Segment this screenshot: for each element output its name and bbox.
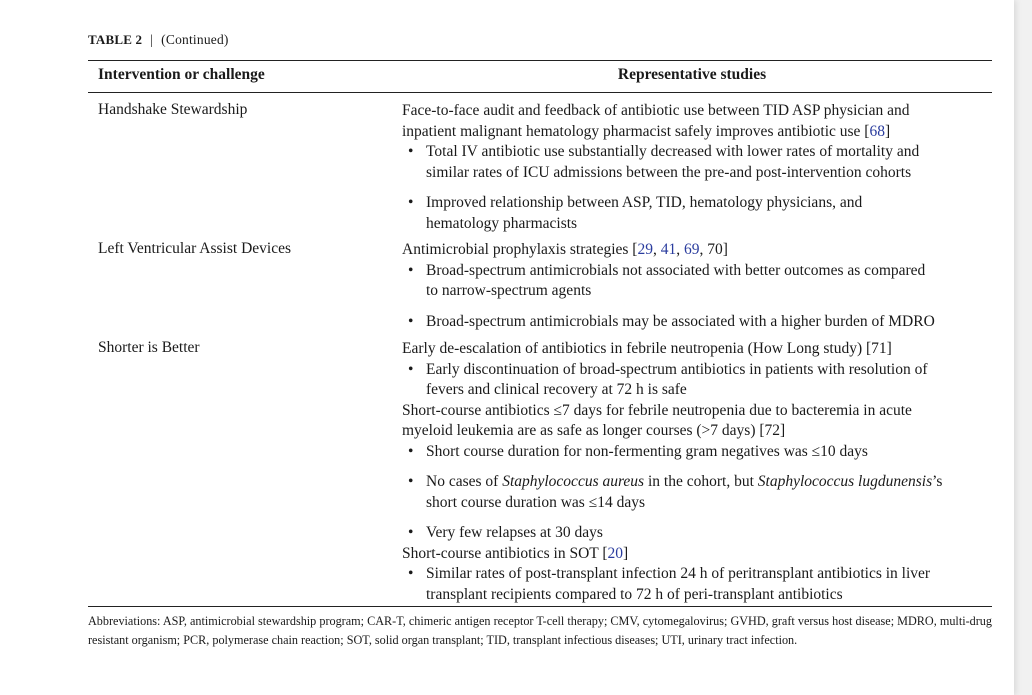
text-span: in the cohort, but (644, 473, 758, 490)
column-header-studies: Representative studies (617, 66, 767, 83)
bullet-marker: • (408, 473, 414, 490)
text-span: ] (623, 544, 629, 562)
bullet-item (402, 442, 992, 463)
table-caption (88, 32, 229, 48)
bullet-text: hematology pharmacists (426, 214, 578, 232)
bullet-marker: • (408, 194, 414, 211)
table-bottom-rule (88, 606, 992, 607)
reference-link[interactable]: 68 (869, 122, 885, 140)
row-label-shorter: Shorter is Better (98, 339, 200, 356)
row-content-handshake (402, 101, 992, 234)
text-span: , (676, 241, 684, 258)
bullet-text: to narrow-spectrum agents (426, 282, 592, 299)
study-text: Short-course antibiotics ≤7 days for febrile neutropenia due to bacteremia in acute (402, 401, 912, 419)
bullet-marker: • (408, 565, 414, 582)
bullet-text: Broad-spectrum antimicrobials not associated with better outcomes as compared (426, 261, 926, 279)
column-header-intervention: Intervention or challenge (98, 66, 265, 83)
reference-link[interactable]: 41 (660, 241, 677, 258)
study-text (402, 240, 992, 261)
bullet-marker: • (408, 261, 414, 279)
text-span: ’s (932, 473, 943, 490)
bullet-marker: • (408, 312, 414, 330)
table-top-rule (88, 60, 992, 61)
bullet-item (402, 261, 992, 302)
text-span: No cases of (426, 473, 503, 490)
text-span: , (652, 241, 661, 258)
bullet-marker: • (408, 143, 414, 160)
caption-separator: | (150, 32, 154, 47)
table-label: TABLE 2 (88, 32, 143, 47)
bullet-item (402, 312, 992, 333)
table-footnote: Abbreviations: ASP, antimicrobial stewardship program; CAR-T, chimeric antigen receptor T-cell therapy; CMV, cytomegalovirus; GVHD, graft versus host disease; MDRO, multi-drug resistant organism; PCR, polymerase chain reaction; SOT, solid organ transplant; TID, transplant infectious diseases; UTI, urinary tract infection. (88, 614, 992, 647)
bullet-text: Similar rates of post-transplant infection 24 h of peritransplant antibiotics in liver (426, 565, 931, 582)
bullet-text: similar rates of ICU admissions between the pre-and post-intervention cohorts (426, 163, 912, 181)
bullet-item (402, 360, 992, 401)
bullet-marker: • (408, 360, 414, 378)
caption-status: (Continued) (161, 32, 229, 47)
reference-link[interactable]: 20 (607, 544, 623, 562)
text-span: inpatient malignant hematology pharmacist safely improves antibiotic use [ (402, 122, 870, 140)
bullet-text: Short course duration for non-fermenting gram negatives was ≤10 days (426, 442, 868, 460)
row-content-lvad (402, 240, 992, 332)
study-text (402, 122, 992, 143)
study-text: myeloid leukemia are as safe as longer courses (>7 days) [72] (402, 422, 786, 439)
bullet-marker: • (408, 442, 414, 460)
bullet-text: Improved relationship between ASP, TID, hematology physicians, and (426, 194, 863, 211)
text-span: , 70] (699, 241, 728, 258)
bullet-text: Early discontinuation of broad-spectrum antibiotics in patients with resolution of (426, 360, 928, 378)
bullet-item (402, 564, 992, 605)
bullet-text: transplant recipients compared to 72 h of peri-transplant antibiotics (426, 585, 843, 603)
text-span: Antimicrobial prophylaxis strategies [ (402, 241, 638, 258)
study-text: Early de-escalation of antibiotics in febrile neutropenia (How Long study) [71] (402, 340, 892, 357)
bullet-text (426, 472, 992, 493)
bullet-text: fevers and clinical recovery at 72 h is safe (426, 381, 687, 398)
bullet-item (402, 193, 992, 234)
study-text: Face-to-face audit and feedback of antibiotic use between TID ASP physician and (402, 102, 910, 119)
bullet-item (402, 523, 992, 544)
study-text (402, 544, 992, 565)
bullet-text: Total IV antibiotic use substantially decreased with lower rates of mortality and (426, 143, 920, 160)
text-span: Short-course antibiotics in SOT [ (402, 544, 608, 562)
reference-link[interactable]: 29 (637, 241, 653, 258)
bullet-item (402, 142, 992, 183)
bullet-text: Very few relapses at 30 days (426, 524, 603, 541)
bullet-text: short course duration was ≤14 days (426, 493, 646, 511)
bullet-text: Broad-spectrum antimicrobials may be associated with a higher burden of MDRO (426, 312, 935, 330)
text-span: ] (884, 122, 891, 140)
bullet-marker: • (408, 524, 414, 541)
reference-link[interactable]: 69 (683, 241, 700, 258)
table-header-rule (88, 92, 992, 93)
bullet-item (402, 472, 992, 513)
species-name: Staphylococcus aureus (502, 473, 645, 490)
row-label-lvad: Left Ventricular Assist Devices (98, 240, 291, 257)
row-label-handshake: Handshake Stewardship (98, 101, 248, 118)
row-content-shorter (402, 339, 992, 605)
species-name: Staphylococcus lugdunensis (757, 473, 933, 490)
